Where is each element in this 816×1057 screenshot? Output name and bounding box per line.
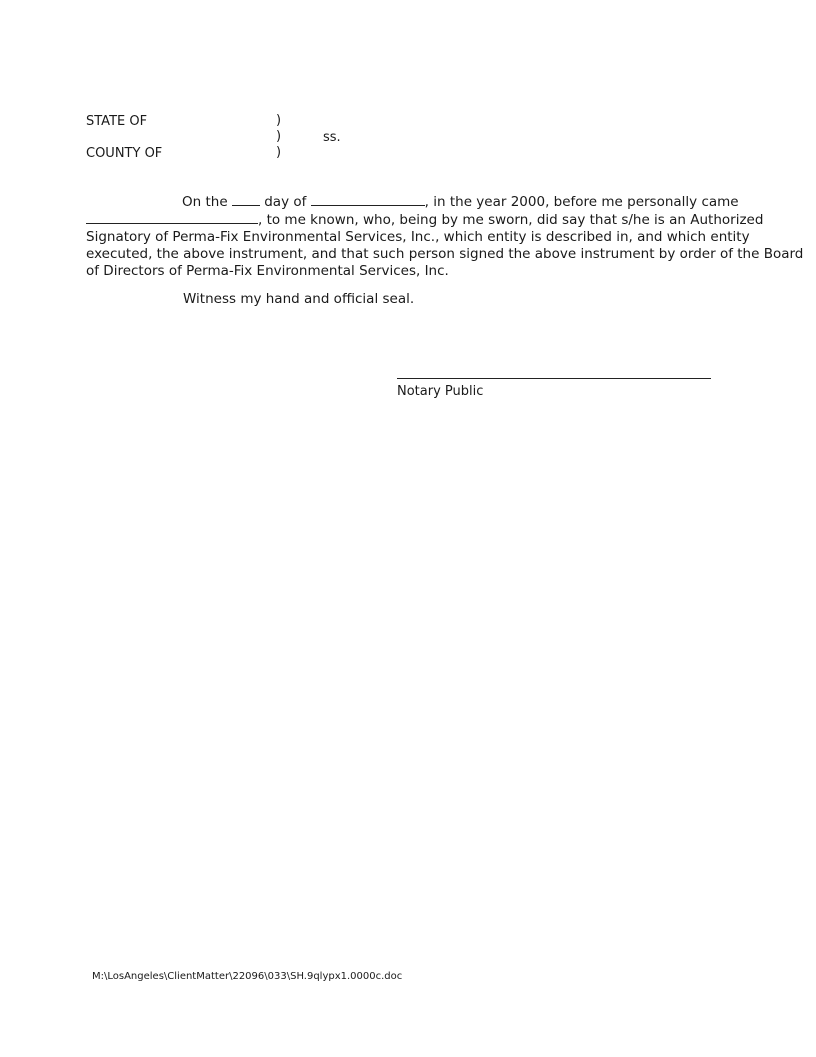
ss-label: ss.: [323, 130, 341, 145]
on-the-text: On the: [182, 194, 228, 210]
state-label: STATE OF: [86, 114, 148, 129]
venue-paren-2: ): [276, 129, 282, 144]
venue-paren-1: ): [276, 113, 282, 128]
ack-line-2: [86, 211, 764, 229]
ack-line-5: of Directors of Perma-Fix Environmental Services, Inc.: [86, 263, 449, 279]
day-blank: [232, 193, 260, 206]
notary-signature-line: [397, 378, 711, 379]
ack-line-4: executed, the above instrument, and that such person signed the above instrument by order of the Board: [86, 246, 804, 262]
ack-line-3: Signatory of Perma-Fix Environmental Services, Inc., which entity is described in, and which entity: [86, 229, 750, 245]
ack-line-2-text: , to me known, who, being by me sworn, did say that s/he is an Authorized: [258, 212, 764, 228]
day-of-text: day of: [264, 194, 307, 210]
month-blank: [311, 193, 425, 206]
document-path-footer: M:\LosAngeles\ClientMatter\22096\033\SH.9qlypx1.0000c.doc: [92, 971, 403, 982]
in-year-text: , in the year 2000, before me personally came: [424, 194, 739, 210]
acknowledgment-paragraph: [86, 193, 804, 280]
name-blank: [86, 211, 258, 224]
witness-text: Witness my hand and official seal.: [183, 291, 415, 307]
county-label: COUNTY OF: [86, 146, 163, 161]
venue-paren-3: ): [276, 145, 282, 160]
notary-public-label: Notary Public: [397, 384, 484, 399]
ack-line-1: [86, 193, 739, 211]
